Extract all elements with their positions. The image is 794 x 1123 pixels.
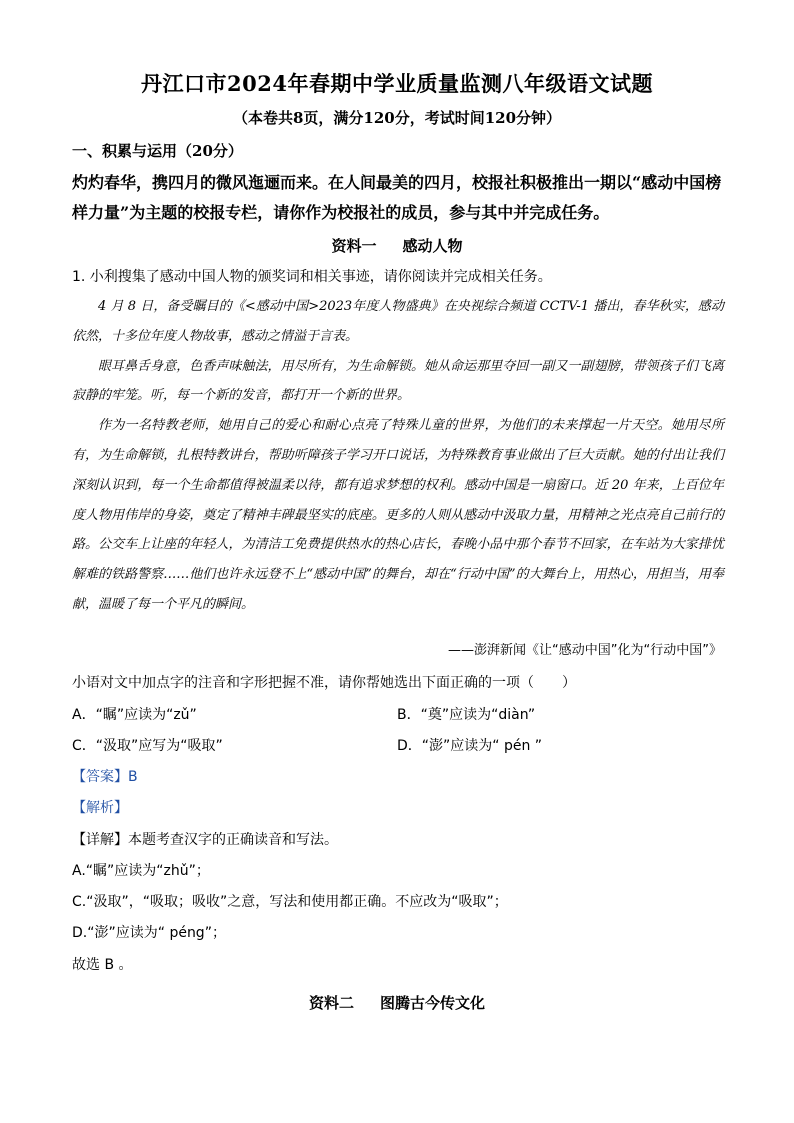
analysis-detail: 【详解】本题考查汉字的正确读音和写法。 [72, 832, 338, 848]
material-two-label: 资料二 [308, 994, 354, 1012]
answer-label: 【答案】B [72, 769, 138, 785]
analysis-d: D.“澎”应读为“ péng”； [72, 925, 226, 941]
question-ask: 小语对文中加点字的注音和字形把握不准，请你帮她选出下面正确的一项（ ） [72, 675, 576, 691]
reading-passage [72, 292, 724, 620]
option-c: C．“汲取”应写为“吸取” [72, 738, 223, 754]
question-prompt: 1. 小利搜集了感动中国人物的颁奖词和相关事迹，请你阅读并完成相关任务。 [72, 269, 552, 285]
page-subtitle: （本卷共8页，满分120分，考试时间120分钟） [232, 109, 562, 127]
passage-paragraph: 眼耳鼻舌身意，色香声味触法，用尽所有，为生命解锁。她从命运那里夺回一副又一副翅膀，带领孩子们飞离寂静的牢笼。听，每一个新的发音，都打开一个新的世界。 [72, 358, 724, 404]
section-intro: 灼灼春华，携四月的微风迤逦而来。在人间最美的四月，校报社积极推出一期以“感动中国榜样力量”为主题的校报专栏，请你作为校报社的成员，参与其中并完成任务。 [72, 173, 722, 222]
option-a: A．“瞩”应读为“zǔ” [72, 707, 197, 723]
analysis-c: C.“汲取”，“吸取；吸收”之意，写法和使用都正确。不应改为“吸取”； [72, 894, 508, 910]
passage-source: ——澎湃新闻《让“感动中国”化为“行动中国”》 [448, 643, 722, 658]
passage-paragraph: 作为一名特教老师，她用自己的爱心和耐心点亮了特殊儿童的世界，为他们的未来撑起一片天空。她用尽所有，为生命解锁，扎根特教讲台，帮助听障孩子学习开口说话，为特殊教育事业做出了巨大贡献。她的付出让我们深刻认识到，每一个生命都值得被温柔以待，都有追求梦想的权利。感动中国是一扇窗口。近 20 年来，上百位年度人物用伟岸的身姿，奠定了精神丰碑最坚实的底座。更多的人则从感动中汲取力量，用精神之光点亮自己前行的路。公交车上让座的年轻人，为清洁工免费提供热水的热心店长，春晚小品中那个春节不回家，在车站为大家排忧解难的铁路警察……他们也许永远登不上“感动中国”的舞台，却在“行动中国”的大舞台上，用热心，用担当，用奉献，温暖了每一个平凡的瞬间。 [72, 418, 724, 612]
analysis-label: 【解析】 [72, 800, 128, 816]
material-one-title [0, 235, 794, 256]
section-heading: 一、积累与运用（20分） [72, 142, 243, 160]
material-one-label: 资料一 [331, 237, 377, 255]
page-title: 丹江口市2024年春期中学业质量监测八年级语文试题 [141, 71, 653, 96]
option-d: D．“澎”应读为“ pén ” [397, 738, 543, 754]
option-b: B．“奠”应读为“diàn” [397, 707, 536, 723]
analysis-conclusion: 故选 B 。 [72, 957, 133, 973]
material-two-title [0, 992, 794, 1013]
material-two-name: 图腾古今传文化 [380, 994, 486, 1012]
analysis-a: A.“瞩”应读为“zhǔ”； [72, 863, 210, 879]
material-one-name: 感动人物 [402, 237, 463, 255]
passage-paragraph: 4 月 8 日，备受瞩目的《<感动中国>2023年度人物盛典》在央视综合频道 CCTV-1 播出，春华秋实，感动依然，十多位年度人物故事，感动之情溢于言表。 [72, 299, 724, 344]
